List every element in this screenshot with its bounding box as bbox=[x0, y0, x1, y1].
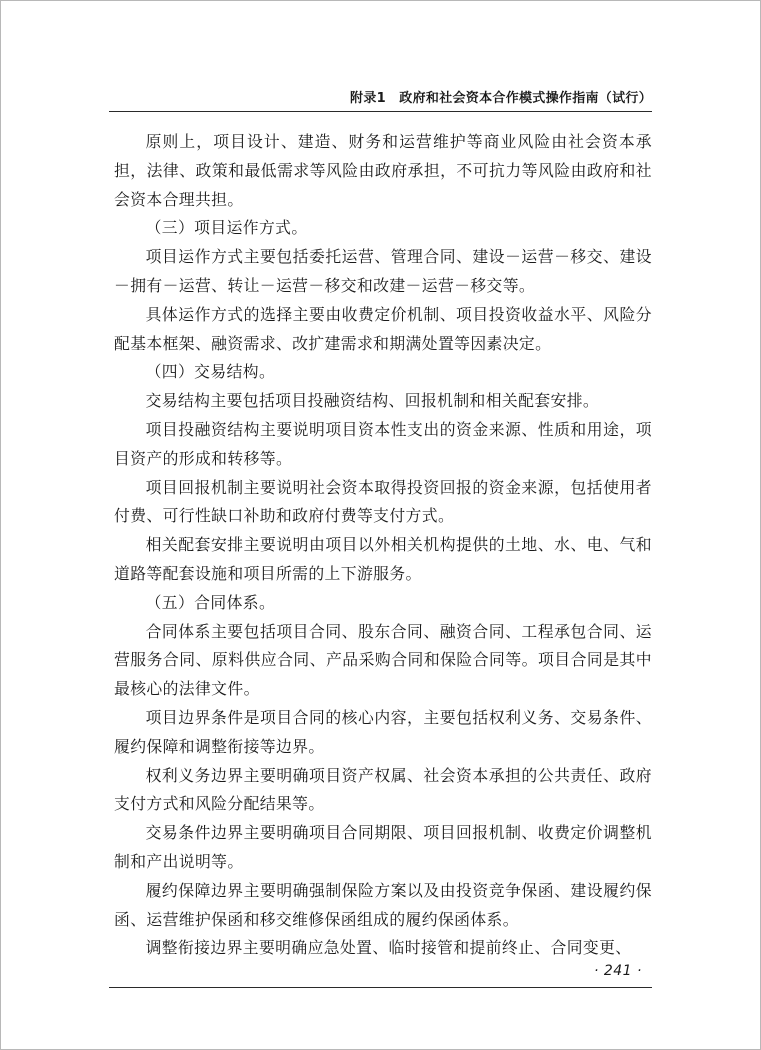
section-heading-operation-mode: （三）项目运作方式。 bbox=[145, 218, 308, 238]
paragraph-risk-allocation: 原则上，项目设计、建造、财务和运营维护等商业风险由社会资本承担，法律、政策和最低需求等风险由政府承担，不可抗力等风险由政府和社会资本合理共担。 bbox=[114, 132, 652, 209]
section-heading-contract-system: （五）合同体系。 bbox=[145, 592, 276, 612]
body-text bbox=[114, 128, 652, 963]
paragraph-mode-selection: 具体运作方式的选择主要由收费定价机制、项目投资收益水平、风险分配基本框架、融资需求、改扩建需求和期满处置等因素决定。 bbox=[114, 304, 652, 353]
running-header bbox=[109, 87, 652, 112]
paragraph-operation-modes: 项目运作方式主要包括委托运营、管理合同、建设－运营－移交、建设－拥有－运营、转让－运营－移交和改建－运营－移交等。 bbox=[114, 247, 652, 295]
running-header-title: 附录1 政府和社会资本合作模式操作指南（试行） bbox=[350, 91, 652, 106]
paragraph-adjustment-linkage: 调整衔接边界主要明确应急处置、临时接管和提前终止、合同变更、 bbox=[145, 938, 632, 958]
paragraph-financing-structure: 项目投融资结构主要说明项目资本性支出的资金来源、性质和用途，项目资产的形成和转移等。 bbox=[114, 419, 652, 468]
paragraph-transaction-structure: 交易结构主要包括项目投融资结构、回报机制和相关配套安排。 bbox=[145, 391, 600, 411]
page-number: · 241 · bbox=[593, 963, 642, 979]
paragraph-supporting-arrangements: 相关配套安排主要说明由项目以外相关机构提供的土地、水、电、气和道路等配套设施和项目所需的上下游服务。 bbox=[114, 535, 652, 583]
footer-rule bbox=[109, 987, 652, 988]
paragraph-rights-obligations: 权利义务边界主要明确项目资产权属、社会资本承担的公共责任、政府支付方式和风险分配结果等。 bbox=[114, 765, 652, 814]
paragraph-transaction-conditions: 交易条件边界主要明确项目合同期限、项目回报机制、收费定价调整机制和产出说明等。 bbox=[114, 823, 652, 871]
section-heading-transaction-structure: （四）交易结构。 bbox=[145, 362, 276, 382]
paragraph-performance-guarantee: 履约保障边界主要明确强制保险方案以及由投资竞争保函、建设履约保函、运营维护保函和移交维修保函组成的履约保函体系。 bbox=[114, 880, 652, 929]
paragraph-contract-system: 合同体系主要包括项目合同、股东合同、融资合同、工程承包合同、运营服务合同、原料供应合同、产品采购合同和保险合同等。项目合同是其中最核心的法律文件。 bbox=[114, 621, 652, 699]
paragraph-boundary-conditions: 项目边界条件是项目合同的核心内容，主要包括权利义务、交易条件、履约保障和调整衔接等边界。 bbox=[114, 707, 652, 756]
paragraph-return-mechanism: 项目回报机制主要说明社会资本取得投资回报的资金来源，包括使用者付费、可行性缺口补助和政府付费等支付方式。 bbox=[114, 477, 652, 526]
